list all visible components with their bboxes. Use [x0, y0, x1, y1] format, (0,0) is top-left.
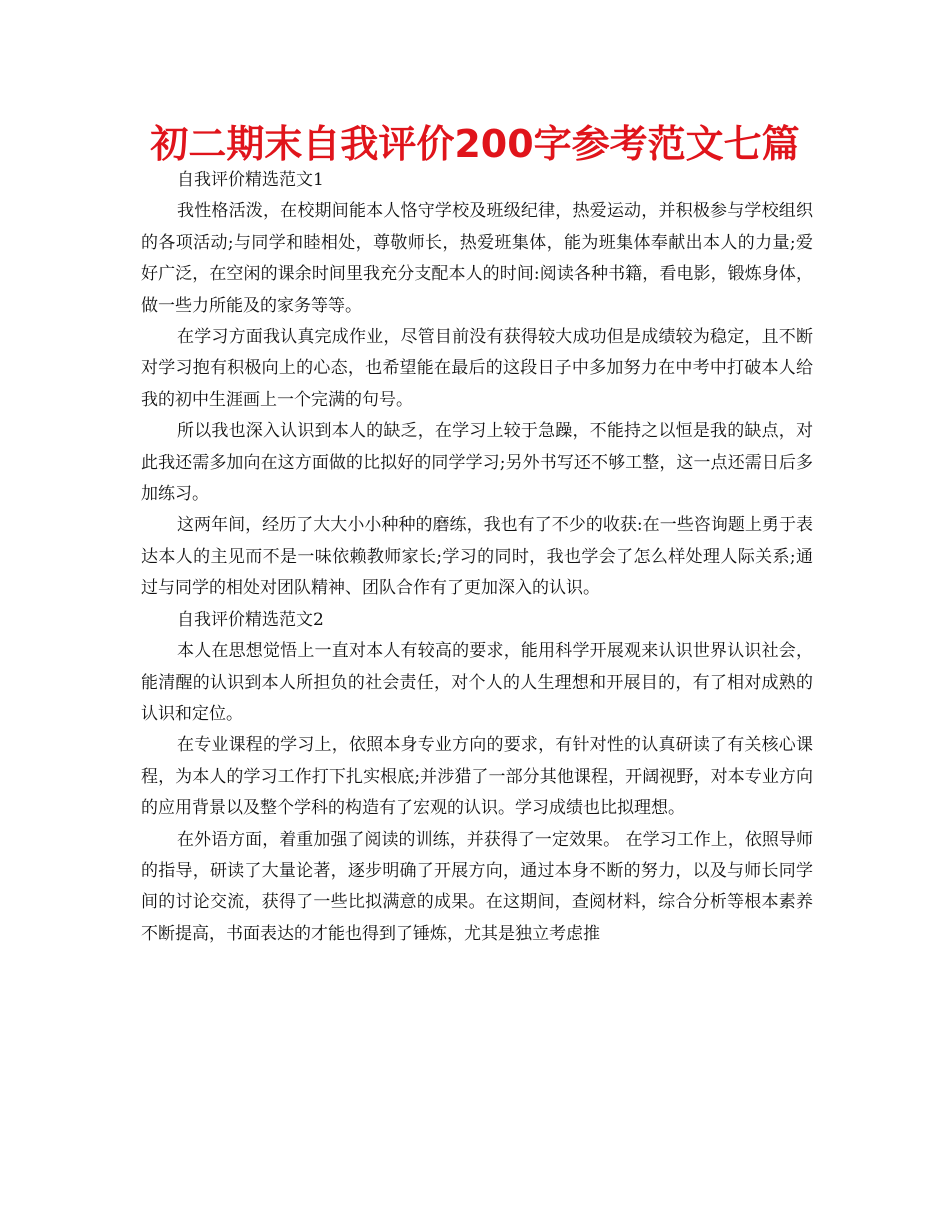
document-body [141, 165, 813, 950]
paragraph: 在学习方面我认真完成作业，尽管目前没有获得较大成功但是成绩较为稳定，且不断对学习抱有积极向上的心态，也希望能在最后的这段日子中多加努力在中考中打破本人给我的初中生涯画上一个完满的句号。 [141, 327, 813, 410]
section-heading: 自我评价精选范文2 [177, 609, 324, 630]
paragraph: 在外语方面，着重加强了阅读的训练，并获得了一定效果。 在学习工作上，依照导师的指导，研读了大量论著，逐步明确了开展方向，通过本身不断的努力，以及与师长同学间的讨论交流，获得了一些比拟满意的成果。在这期间，查阅材料，综合分析等根本素养不断提高，书面表达的才能也得到了锤炼，尤其是独立考虑推 [141, 829, 813, 944]
paragraph: 这两年间，经历了大大小小种种的磨练，我也有了不少的收获:在一些咨询题上勇于表达本人的主见而不是一味依赖教师家长;学习的同时，我也学会了怎么样处理人际关系;通过与同学的相处对团队精神、团队合作有了更加深入的认识。 [141, 515, 813, 599]
paragraph: 我性格活泼，在校期间能本人恪守学校及班级纪律，热爱运动，并积极参与学校组织的各项活动;与同学和睦相处，尊敬师长，热爱班集体，能为班集体奉献出本人的力量;爱好广泛，在空闲的课余时间里我充分支配本人的时间:阅读各种书籍，看电影，锻炼身体，做一些力所能及的家务等等。 [141, 201, 813, 316]
paragraph: 所以我也深入认识到本人的缺乏，在学习上较于急躁，不能持之以恒是我的缺点，对此我还需多加向在这方面做的比拟好的同学学习;另外书写还不够工整，这一点还需日后多加练习。 [141, 421, 813, 505]
paragraph: 本人在思想觉悟上一直对本人有较高的要求，能用科学开展观来认识世界认识社会，能清醒的认识到本人所担负的社会责任，对个人的人生理想和开展目的，有了相对成熟的认识和定位。 [141, 641, 813, 724]
paragraph: 在专业课程的学习上，依照本身专业方向的要求，有针对性的认真研读了有关核心课程，为本人的学习工作打下扎实根底;并涉猎了一部分其他课程，开阔视野，对本专业方向的应用背景以及整个学科的构造有了宏观的认识。学习成绩也比拟理想。 [141, 735, 813, 819]
section-heading: 自我评价精选范文1 [177, 170, 324, 190]
document-title: 初二期末自我评价200字参考范文七篇 [150, 122, 800, 166]
